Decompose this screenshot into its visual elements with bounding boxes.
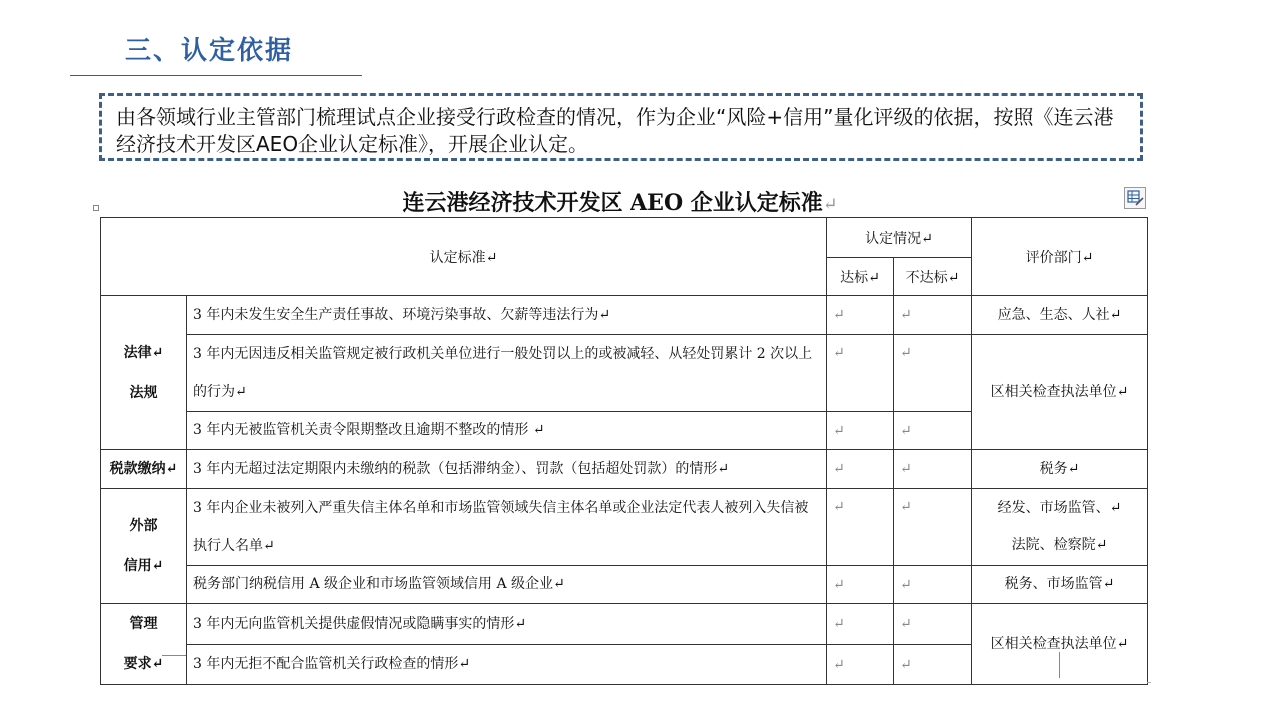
pass-cell[interactable]: ↵ <box>827 335 894 412</box>
category-law-line2: 法规 <box>129 384 158 401</box>
dept-row-1: 应急、生态、人社↵ <box>972 296 1148 335</box>
dept-row-7: 区相关检查执法单位↵ <box>972 604 1148 685</box>
fail-cell[interactable]: ↵ <box>894 296 972 335</box>
aeo-criteria-table <box>100 217 1148 685</box>
dept-row-6: 税务、市场监管↵ <box>972 566 1148 604</box>
text-cursor <box>1059 652 1060 678</box>
pass-cell[interactable]: ↵ <box>827 450 894 489</box>
category-law-line1: 法律↵ <box>123 344 164 361</box>
category-mgmt-line2: 要求↵ <box>123 656 164 672</box>
title-underline <box>70 75 362 76</box>
dept-row-2: 区相关检查执法单位↵ <box>972 335 1148 450</box>
criterion-row-3: 3 年内无被监管机关责令限期整改且逾期不整改的情形 ↵ <box>187 412 827 450</box>
header-status: 认定情况↵ <box>827 218 972 258</box>
pass-cell[interactable]: ↵ <box>827 645 894 685</box>
document-title <box>0 186 1240 217</box>
category-credit <box>101 489 187 604</box>
pass-cell[interactable]: ↵ <box>827 566 894 604</box>
dept-row-4: 税务↵ <box>972 450 1148 489</box>
criterion-row-4: 3 年内无超过法定期限内未缴纳的税款（包括滞纳金）、罚款（包括超处罚款）的情形↵ <box>187 450 827 489</box>
category-law <box>101 296 187 450</box>
header-pass: 达标↵ <box>827 258 894 296</box>
pass-cell[interactable]: ↵ <box>827 489 894 566</box>
category-mgmt-line1: 管理 <box>129 616 158 632</box>
dept-row-5-line2: 法院、检察院↵ <box>1011 537 1108 553</box>
intro-callout <box>99 93 1143 161</box>
criterion-row-8: 3 年内无拒不配合监管机关行政检查的情形↵ <box>187 645 827 685</box>
criterion-row-6: 税务部门纳税信用 A 级企业和市场监管领域信用 A 级企业↵ <box>187 566 827 604</box>
header-criteria: 认定标准↵ <box>101 218 827 296</box>
dept-row-5 <box>972 489 1148 566</box>
intro-text: 由各领域行业主管部门梳理试点企业接受行政检查的情况，作为企业“风险+信用”量化评级的依据，按照《连云港经济技术开发区AEO企业认定标准》，开展企业认定。 <box>116 105 1114 156</box>
paragraph-mark: ↵ <box>822 195 838 215</box>
category-tax: 税款缴纳↵ <box>101 450 187 489</box>
fail-cell[interactable]: ↵ <box>894 604 972 645</box>
dept-row-5-line1: 经发、市场监管、↵ <box>997 500 1122 516</box>
row-guide-line <box>162 655 186 656</box>
fail-cell[interactable]: ↵ <box>894 566 972 604</box>
header-fail: 不达标↵ <box>894 258 972 296</box>
table-edge-marker <box>1147 682 1151 683</box>
category-credit-line1: 外部 <box>129 518 158 534</box>
criterion-row-7: 3 年内无向监管机关提供虚假情况或隐瞒事实的情形↵ <box>187 604 827 645</box>
pass-cell[interactable]: ↵ <box>827 604 894 645</box>
fail-cell[interactable]: ↵ <box>894 450 972 489</box>
category-credit-line2: 信用↵ <box>123 558 164 574</box>
header-dept: 评价部门↵ <box>972 218 1148 296</box>
fail-cell[interactable]: ↵ <box>894 335 972 412</box>
fail-cell[interactable]: ↵ <box>894 412 972 450</box>
document-title-text: 连云港经济技术开发区 AEO 企业认定标准 <box>402 190 823 216</box>
fail-cell[interactable]: ↵ <box>894 489 972 566</box>
table-move-handle[interactable] <box>93 205 99 211</box>
criterion-row-2: 3 年内无因违反相关监管规定被行政机关单位进行一般处罚以上的或被减轻、从轻处罚累计 2 次以上的行为↵ <box>187 335 827 412</box>
fail-cell[interactable]: ↵ <box>894 645 972 685</box>
edit-table-icon[interactable] <box>1124 187 1146 209</box>
criterion-row-1: 3 年内未发生安全生产责任事故、环境污染事故、欠薪等违法行为↵ <box>187 296 827 335</box>
category-mgmt <box>101 604 187 685</box>
pass-cell[interactable]: ↵ <box>827 296 894 335</box>
criterion-row-5: 3 年内企业未被列入严重失信主体名单和市场监管领域失信主体名单或企业法定代表人被列入失信被执行人名单↵ <box>187 489 827 566</box>
slide-title: 三、认定依据 <box>125 36 294 66</box>
pass-cell[interactable]: ↵ <box>827 412 894 450</box>
